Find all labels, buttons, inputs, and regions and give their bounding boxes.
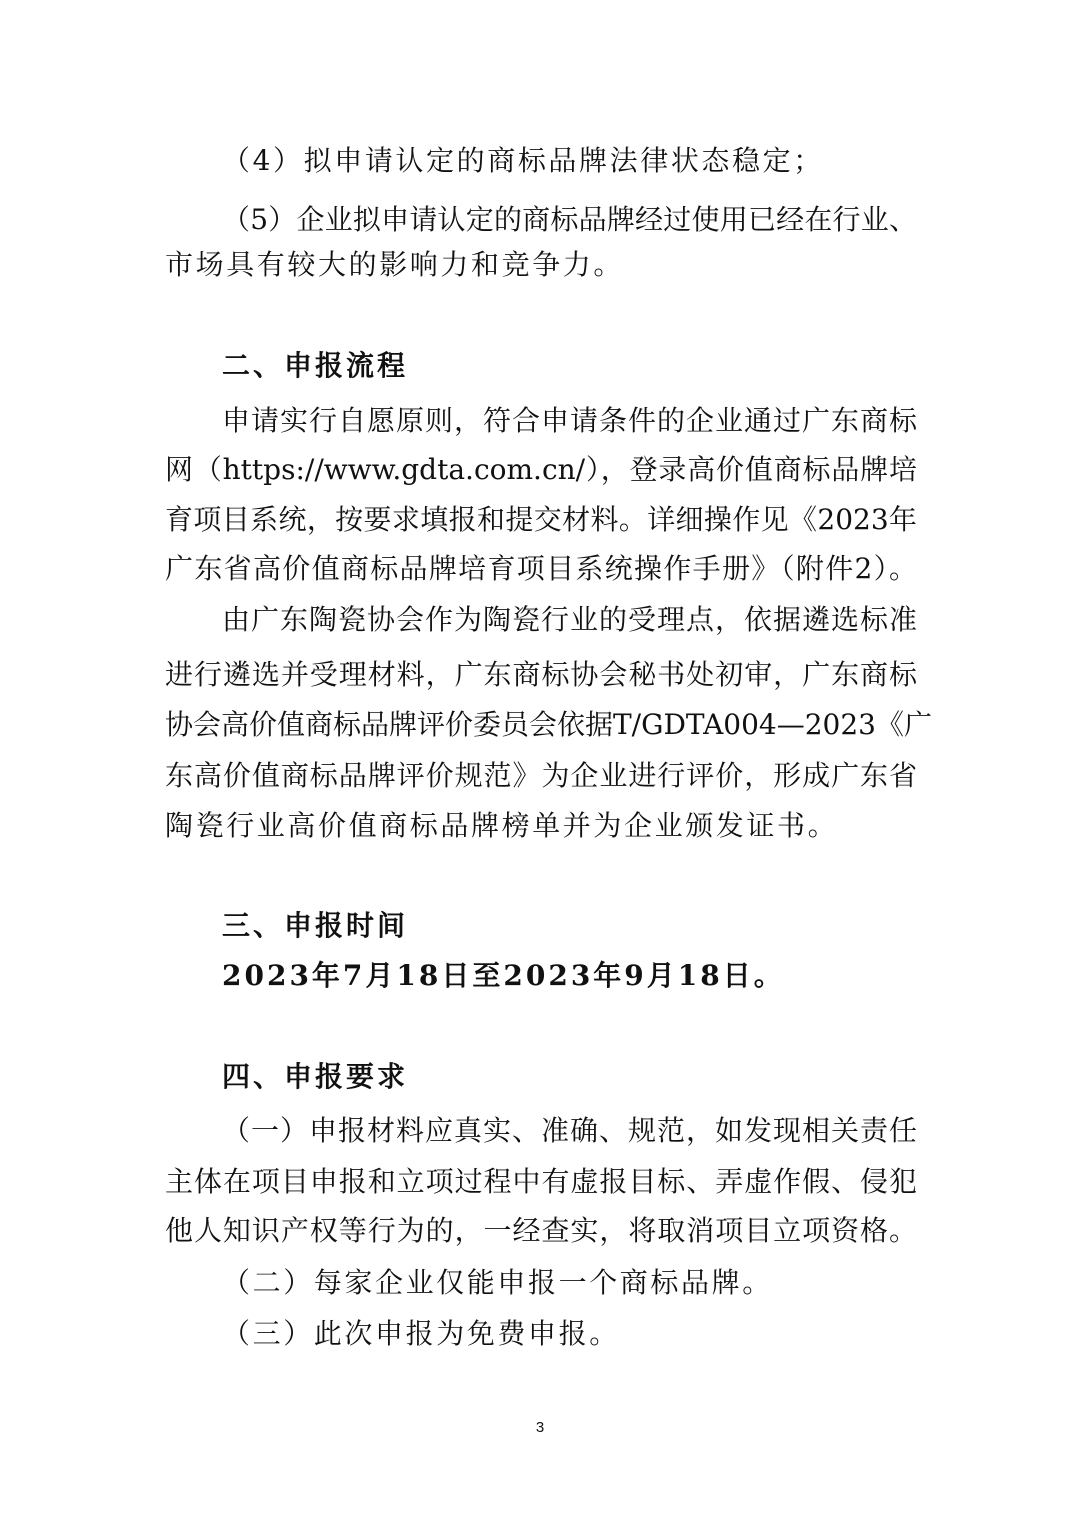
condition-item-5-cont: 市场具有较大的影响力和竞争力。 [165,248,625,281]
condition-item-4: （4）拟申请认定的商标品牌法律状态稳定； [222,144,824,177]
section-2-para1-line4: 广东省高价值商标品牌培育项目系统操作手册》（附件2）。 [165,552,917,585]
section-2-para1-line3: 育项目系统，按要求填报和提交材料。详细操作见《2023年 [165,503,917,536]
requirement-3: （三）此次申报为免费申报。 [222,1317,620,1350]
section-2-para2-line1: 由广东陶瓷协会作为陶瓷行业的受理点，依据遴选标准 [222,603,917,636]
requirement-1-line1: （一）申报材料应真实、准确、规范，如发现相关责任 [222,1114,917,1147]
section-2-para2-line2: 进行遴选并受理材料，广东商标协会秘书处初审，广东商标 [165,658,917,691]
section-3-heading: 三、申报时间 [222,909,409,942]
section-2-heading: 二、申报流程 [222,349,409,382]
section-2-para1-line2: 网（https://www.gdta.com.cn/），登录高价值商标品牌培 [165,453,917,486]
application-period: 2023年7月18日至2023年9月18日。 [222,959,785,992]
section-2-para2-line3: 协会高价值商标品牌评价委员会依据T/GDTA004—2023《广 [165,708,932,741]
page-number: 3 [535,1419,545,1436]
section-4-heading: 四、申报要求 [222,1060,409,1093]
requirement-2: （二）每家企业仅能申报一个商标品牌。 [222,1266,773,1299]
requirement-1-line2: 主体在项目申报和立项过程中有虚报目标、弄虚作假、侵犯 [165,1165,917,1198]
condition-item-5: （5）企业拟申请认定的商标品牌经过使用已经在行业、 [222,203,917,236]
requirement-1-line3: 他人知识产权等行为的，一经查实，将取消项目立项资格。 [165,1214,917,1247]
section-2-para1-line1: 申请实行自愿原则，符合申请条件的企业通过广东商标 [222,404,917,437]
section-2-para2-line5: 陶瓷行业高价值商标品牌榜单并为企业颁发证书。 [165,809,839,842]
section-2-para2-line4: 东高价值商标品牌评价规范》为企业进行评价，形成广东省 [165,759,917,792]
